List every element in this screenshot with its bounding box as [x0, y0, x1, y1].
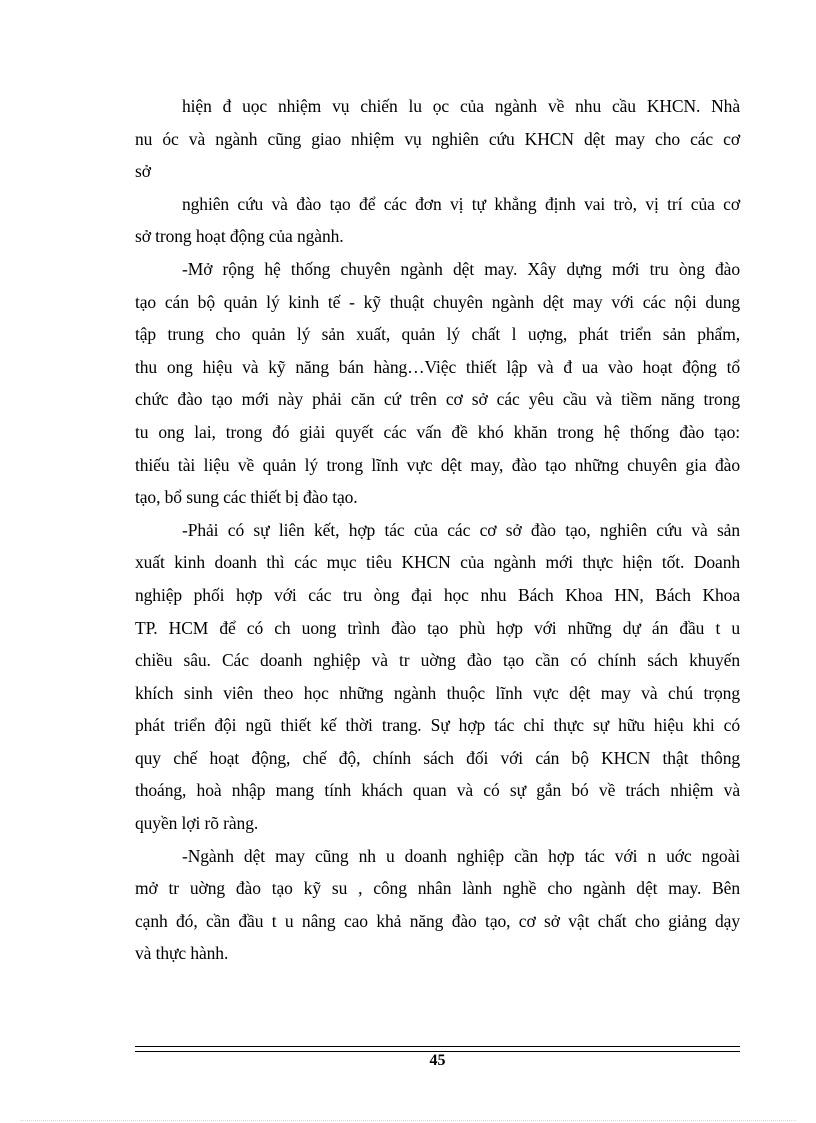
text-line: khích sinh viên theo học những ngành thuộc lĩnh vực dệt may và chú trọng [135, 682, 740, 703]
text-line: và thực hành. [135, 943, 229, 964]
text-line: hiện đ uọc nhiệm vụ chiến lu ọc của ngành về nhu cầu KHCN. Nhà [182, 96, 740, 116]
text-line: mở tr uờng đào tạo kỹ su , công nhân lành nghề cho ngành dệt may. Bên [135, 878, 740, 899]
text-line: nu óc và ngành cũng giao nhiệm vụ nghiên cứu KHCN dệt may cho các cơ [135, 128, 740, 149]
text-line: phát triển đội ngũ thiết kế thời trang. Sự hợp tác chỉ thực sự hữu hiệu khi có [135, 715, 740, 736]
text-line: thoáng, hoà nhập mang tính khách quan và có sự gắn bó về trách nhiệm và [135, 780, 740, 801]
text-line: nghiên cứu và đào tạo để các đơn vị tự khẳng định vai trò, vị trí của cơ [182, 193, 740, 214]
document-body [135, 90, 740, 970]
text-line: sở trong hoạt động của ngành. [135, 226, 344, 247]
text-line: tạo, bổ sung các thiết bị đào tạo. [135, 487, 358, 508]
page-edge-dotted-line [20, 1120, 796, 1121]
text-line: chức đào tạo mới này phải căn cứ trên cơ sở các yêu cầu và tiềm năng trong [135, 389, 740, 410]
text-line: nghiệp phối hợp với các tru òng đại học nhu Bách Khoa HN, Bách Khoa [135, 584, 740, 605]
text-line: tạo cán bộ quản lý kinh tế - kỹ thuật chuyên ngành dệt may với các nội dung [135, 291, 740, 312]
text-line: cạnh đó, cần đầu t u nâng cao khả năng đào tạo, cơ sở vật chất cho giảng dạy [135, 910, 740, 931]
text-line: thu ong hiệu và kỹ năng bán hàng…Việc thiết lập và đ ua vào hoạt động tổ [135, 356, 740, 377]
paragraph-start: -Mở rộng hệ thống chuyên ngành dệt may. Xây dựng mới tru òng đào [182, 258, 740, 279]
text-line: xuất kinh doanh thì các mục tiêu KHCN của ngành mới thực hiện tốt. Doanh [135, 552, 740, 573]
text-line: TP. HCM để có ch uong trình đào tạo phù hợp với những dự án đầu t u [135, 617, 740, 638]
paragraph-start: -Ngành dệt may cũng nh u doanh nghiệp cần hợp tác với n uớc ngoài [182, 845, 740, 866]
text-line: thiếu tài liệu về quản lý trong lĩnh vực dệt may, đào tạo những chuyên gia đào [135, 454, 740, 475]
text-line: sở [135, 161, 151, 182]
paragraph-start: -Phải có sự liên kết, hợp tác của các cơ sở đào tạo, nghiên cứu và sản [182, 519, 740, 540]
text-line: tu ong lai, trong đó giải quyết các vấn đề khó khăn trong hệ thống đào tạo: [135, 421, 740, 442]
text-line: quy chế hoạt động, chế độ, chính sách đối với cán bộ KHCN thật thông [135, 747, 740, 768]
text-line: quyền lợi rõ ràng. [135, 813, 259, 834]
page-number: 45 [429, 1052, 446, 1069]
text-line: tập trung cho quản lý sản xuất, quản lý chất l uợng, phát triển sản phẩm, [135, 324, 740, 345]
text-line: chiều sâu. Các doanh nghiệp và tr uờng đào tạo cần có chính sách khuyến [135, 650, 740, 671]
